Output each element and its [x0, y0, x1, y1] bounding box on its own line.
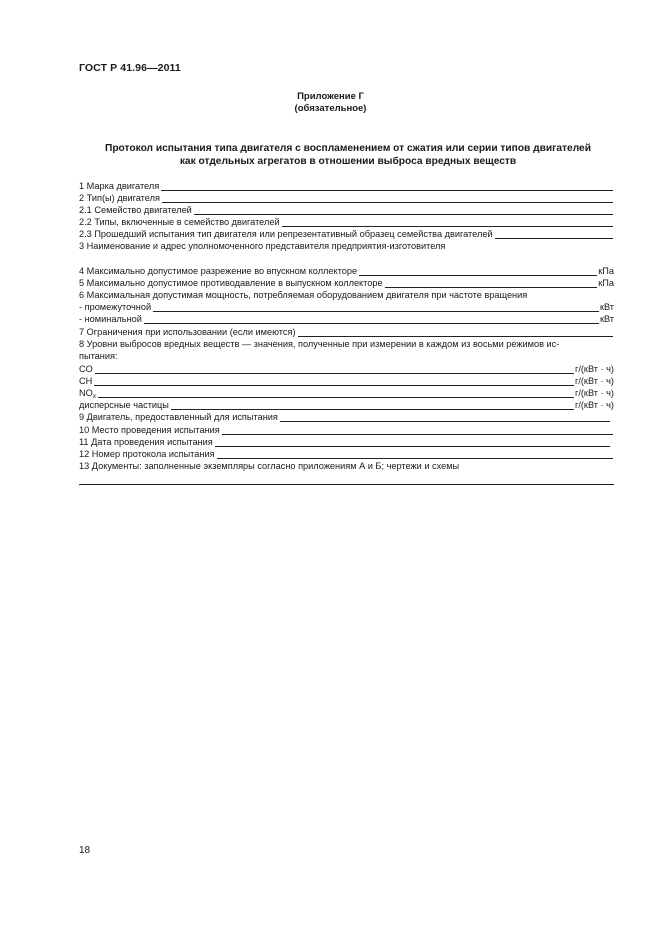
field-tested-type	[79, 229, 614, 240]
field-test-location	[79, 425, 614, 436]
fill-line	[94, 376, 574, 386]
field-engine-submitted	[79, 412, 611, 423]
field-label: 10 Место проведения испытания	[79, 425, 220, 435]
field-nox	[79, 388, 614, 399]
unit-label: г/(кВт · ч)	[574, 388, 614, 398]
field-label: 5 Максимально допустимое противодавление в выпускном коллекторе	[79, 278, 383, 288]
field-label: 12 Номер протокола испытания	[79, 449, 215, 459]
fill-line	[215, 437, 610, 447]
field-label: 11 Дата проведения испытания	[79, 437, 213, 447]
field-label: - промежуточной	[79, 302, 152, 312]
field-label: CH	[79, 376, 93, 386]
field-test-date	[79, 437, 611, 448]
fill-line	[280, 412, 610, 422]
field-label: 1 Марка двигателя	[79, 181, 160, 191]
fill-line	[359, 266, 597, 276]
field-emissions-header-line2: пытания:	[79, 351, 118, 361]
fill-line	[171, 400, 574, 410]
unit-label: кПа	[598, 266, 614, 276]
documents-fill-line	[79, 484, 614, 485]
unit-label: г/(кВт · ч)	[574, 400, 614, 410]
fill-line	[222, 425, 613, 435]
field-manufacturer-representative: 3 Наименование и адрес уполномоченного представителя предприятия-изготовителя	[79, 241, 446, 251]
field-label	[79, 388, 96, 399]
fill-line	[153, 302, 599, 312]
field-emissions-header-line1: 8 Уровни выбросов вредных веществ — значения, полученные при измерении в каждом из восьми режимов ис-	[79, 339, 560, 349]
field-co	[79, 364, 614, 375]
field-label: 4 Максимально допустимое разрежение во впускном коллекторе	[79, 266, 358, 276]
field-label: 2 Тип(ы) двигателя	[79, 193, 160, 203]
field-particulates	[79, 400, 614, 411]
fill-line	[98, 388, 574, 398]
field-restrictions	[79, 327, 614, 338]
field-ch	[79, 376, 614, 387]
field-family-types	[79, 217, 614, 228]
standard-header: ГОСТ Р 41.96—2011	[79, 62, 181, 74]
field-power-intermediate	[79, 302, 614, 313]
document-title-line1: Протокол испытания типа двигателя с воспламенением от сжатия или серии типов двигателей	[105, 143, 591, 154]
fill-line	[495, 229, 613, 239]
field-engine-type	[79, 193, 614, 204]
fill-line	[298, 327, 613, 337]
nox-subscript: x	[92, 393, 97, 400]
document-title-line2: как отдельных агрегатов в отношении выброса вредных веществ	[179, 156, 517, 167]
fill-line	[385, 278, 598, 288]
unit-label: г/(кВт · ч)	[574, 376, 614, 386]
appendix-subtitle: (обязательное)	[294, 103, 367, 114]
field-label: 2.2 Типы, включенные в семейство двигателей	[79, 217, 280, 227]
field-intake-depression	[79, 266, 614, 277]
field-label: 2.3 Прошедший испытания тип двигателя или репрезентативный образец семейства двигателей	[79, 229, 493, 239]
unit-label: кПа	[598, 278, 614, 288]
field-label: CO	[79, 364, 93, 374]
field-label: 2.1 Семейство двигателей	[79, 205, 192, 215]
field-exhaust-backpressure	[79, 278, 614, 289]
fill-line	[161, 181, 613, 191]
page-number: 18	[79, 845, 91, 856]
field-engine-make	[79, 181, 614, 192]
fill-line	[162, 193, 613, 203]
field-documents: 13 Документы: заполненные экземпляры согласно приложениям А и Б; чертежи и схемы	[79, 461, 460, 471]
field-label: 9 Двигатель, предоставленный для испытания	[79, 412, 278, 422]
field-report-number	[79, 449, 614, 460]
fill-line	[194, 205, 613, 215]
field-engine-family	[79, 205, 614, 216]
fill-line	[144, 314, 599, 324]
nox-main: NO	[79, 388, 93, 398]
field-label: - номинальной	[79, 314, 142, 324]
fill-line	[95, 364, 574, 374]
unit-label: кВт	[599, 314, 614, 324]
unit-label: г/(кВт · ч)	[574, 364, 614, 374]
field-label: 7 Ограничения при использовании (если имеются)	[79, 327, 296, 337]
appendix-title: Приложение Г	[297, 91, 364, 102]
field-power-rated	[79, 314, 614, 325]
fill-line	[282, 217, 613, 227]
unit-label: кВт	[599, 302, 614, 312]
field-max-power-header: 6 Максимальная допустимая мощность, потребляемая оборудованием двигателя при частоте вращения	[79, 290, 528, 300]
fill-line	[217, 449, 613, 459]
field-label: дисперсные частицы	[79, 400, 169, 410]
